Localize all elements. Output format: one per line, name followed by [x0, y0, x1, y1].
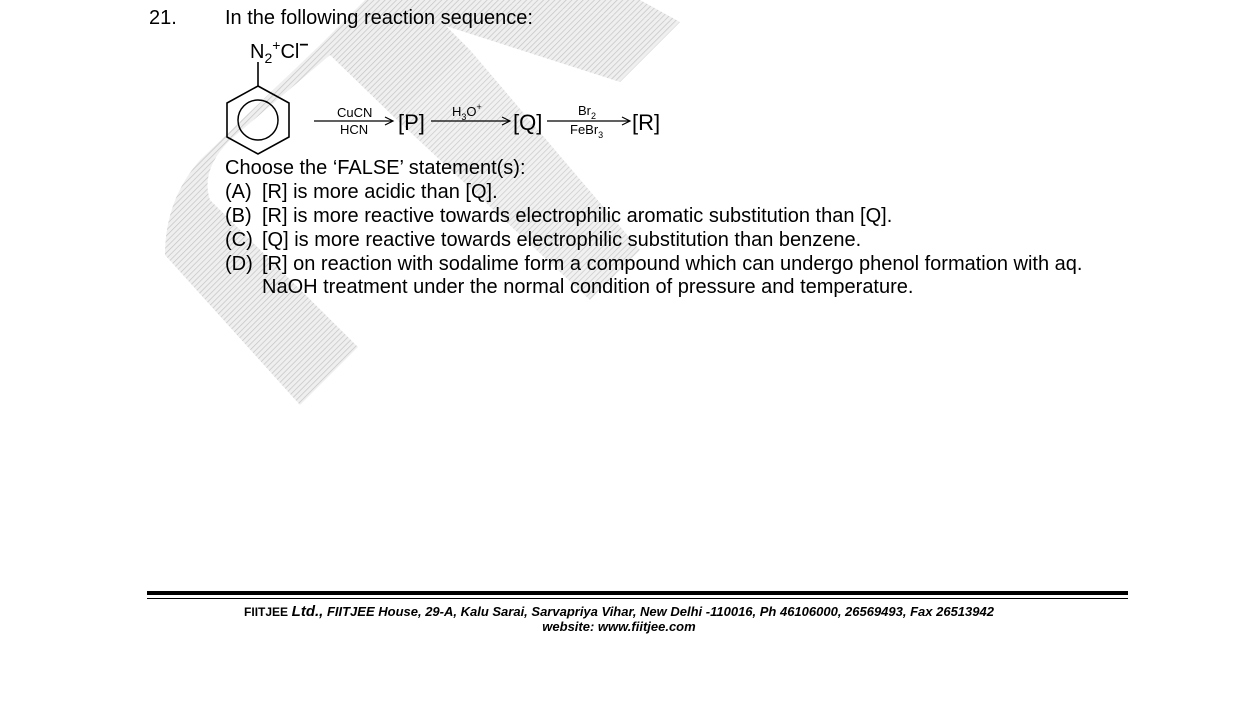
svg-text:CuCN: CuCN — [337, 105, 373, 120]
svg-text:FeBr3: FeBr$_3$ — [570, 122, 604, 140]
option-label: (B) — [225, 205, 252, 227]
question-prompt: In the following reaction sequence: — [225, 7, 533, 29]
question-number: 21. — [149, 7, 177, 29]
option-text: [R] is more reactive towards electrophilic aromatic substitution than [Q]. — [262, 205, 893, 227]
footer-brand: FIITJEE — [244, 605, 289, 619]
footer-address: FIITJEE House, 29-A, Kalu Sarai, Sarvapriya Vihar, New Delhi -110016, Ph 46106000, 26569493, Fax 26513942 — [326, 604, 994, 619]
option-label: (D) — [225, 253, 253, 275]
svg-text:HCN: HCN — [340, 122, 369, 137]
footer-website: website: www.fiitjee.com — [542, 619, 696, 634]
option-text-line2: NaOH treatment under the normal condition of pressure and temperature. — [262, 276, 914, 298]
footer-rule-thin — [147, 598, 1128, 599]
product-q: [Q] — [513, 110, 543, 135]
product-p: [P] — [398, 110, 425, 135]
option-text: [R] is more acidic than [Q]. — [262, 181, 498, 203]
svg-text:H3O+: $H_3O^+$ — [452, 102, 482, 122]
option-label: (A) — [225, 181, 252, 203]
option-text: [R] on reaction with sodalime form a compound which can undergo phenol formation with aq. — [262, 253, 1083, 275]
option-text: [Q] is more reactive towards electrophilic substitution than benzene. — [262, 229, 862, 251]
option-label: (C) — [225, 229, 253, 251]
reaction-arrow-1 — [314, 105, 393, 137]
footer-address-line — [0, 603, 1238, 620]
benzene-ring — [227, 86, 289, 154]
instruction-text: Choose the ‘FALSE’ statement(s): — [225, 157, 526, 179]
svg-text:Br2: $Br_2$ — [578, 103, 597, 121]
footer-ltd: Ltd., — [291, 603, 324, 620]
reaction-arrow-2 — [431, 102, 510, 125]
footer-rule-thick — [147, 591, 1128, 595]
product-r: [R] — [632, 110, 661, 135]
reaction-arrow-3 — [547, 103, 630, 140]
diazonium-label: $N_2^+Cl^-$ — [250, 37, 309, 66]
